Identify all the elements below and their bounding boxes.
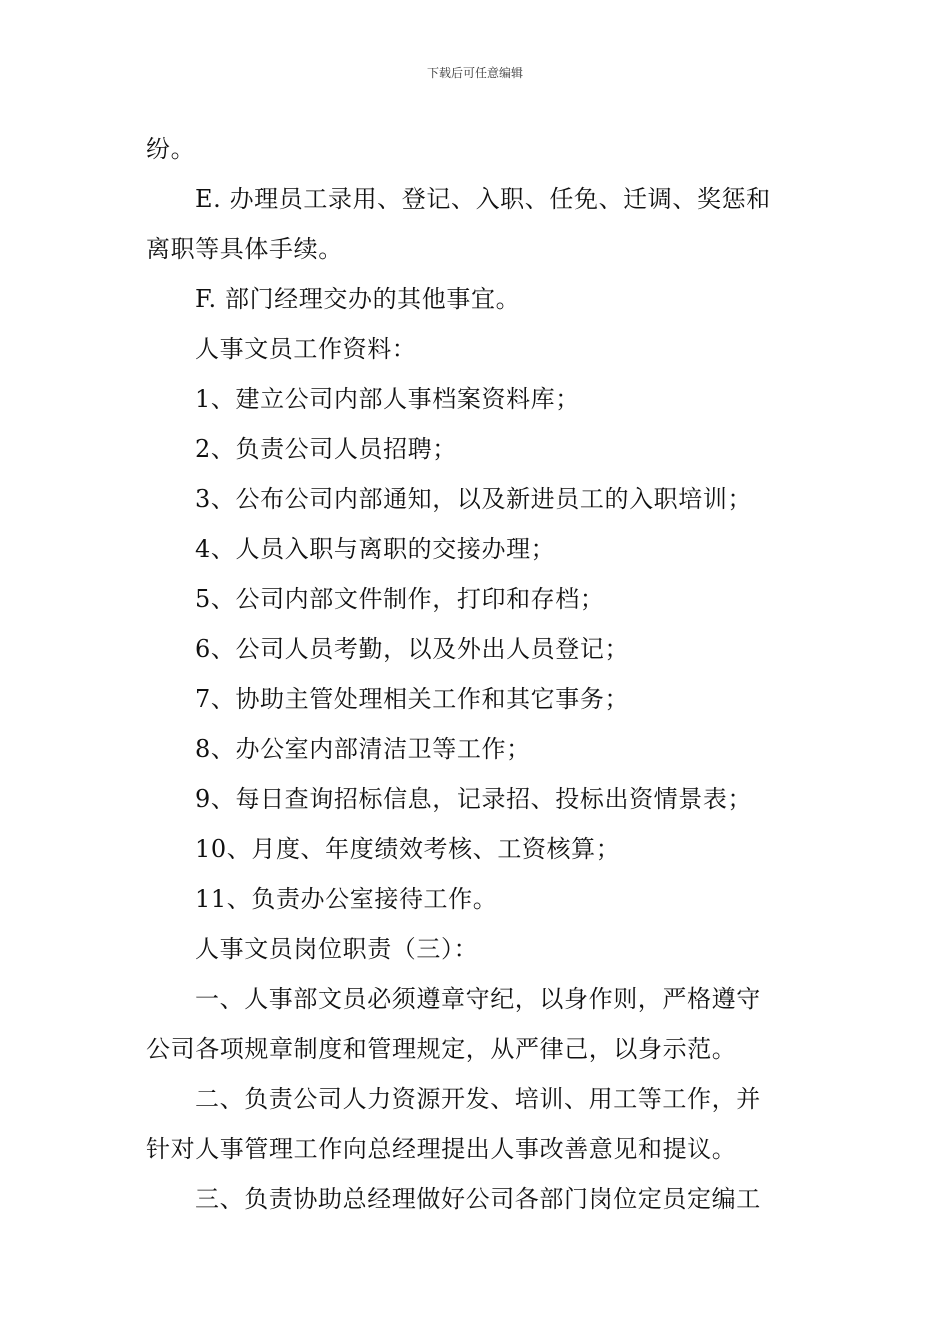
list-item: 3、公布公司内部通知，以及新进员工的入职培训；	[195, 485, 753, 513]
text-line: F. 部门经理交办的其他事宜。	[195, 285, 521, 313]
text-line: 二、负责公司人力资源开发、培训、用工等工作，并	[195, 1085, 761, 1113]
list-item: 6、公司人员考勤，以及外出人员登记；	[195, 635, 630, 663]
section-heading: 人事文员工作资料：	[195, 335, 417, 363]
list-item: 11、负责办公室接待工作。	[195, 885, 498, 913]
list-item: 8、办公室内部清洁卫等工作；	[195, 735, 531, 763]
list-item: 2、负责公司人员招聘；	[195, 435, 457, 463]
text-line: 离职等具体手续。	[146, 235, 343, 263]
text-line: 三、负责协助总经理做好公司各部门岗位定员定编工	[195, 1185, 761, 1213]
list-item: 1、建立公司内部人事档案资料库；	[195, 385, 580, 413]
list-item: 4、人员入职与离职的交接办理；	[195, 535, 556, 563]
page-header: 下载后可任意编辑	[426, 66, 523, 80]
list-item: 10、月度、年度绩效考核、工资核算；	[195, 835, 621, 863]
text-line: 公司各项规章制度和管理规定，从严律己，以身示范。	[146, 1035, 737, 1063]
list-item: 7、协助主管处理相关工作和其它事务；	[195, 685, 630, 713]
text-line: 纷。	[146, 135, 196, 163]
list-item: 9、每日查询招标信息，记录招、投标出资情景表；	[195, 785, 753, 813]
text-line: E. 办理员工录用、登记、入职、任免、迁调、奖惩和	[195, 185, 771, 213]
section-heading: 人事文员岗位职责（三）：	[195, 935, 479, 963]
text-line: 一、人事部文员必须遵章守纪，以身作则，严格遵守	[195, 985, 761, 1013]
text-line: 针对人事管理工作向总经理提出人事改善意见和提议。	[146, 1135, 737, 1163]
list-item: 5、公司内部文件制作，打印和存档；	[195, 585, 605, 613]
